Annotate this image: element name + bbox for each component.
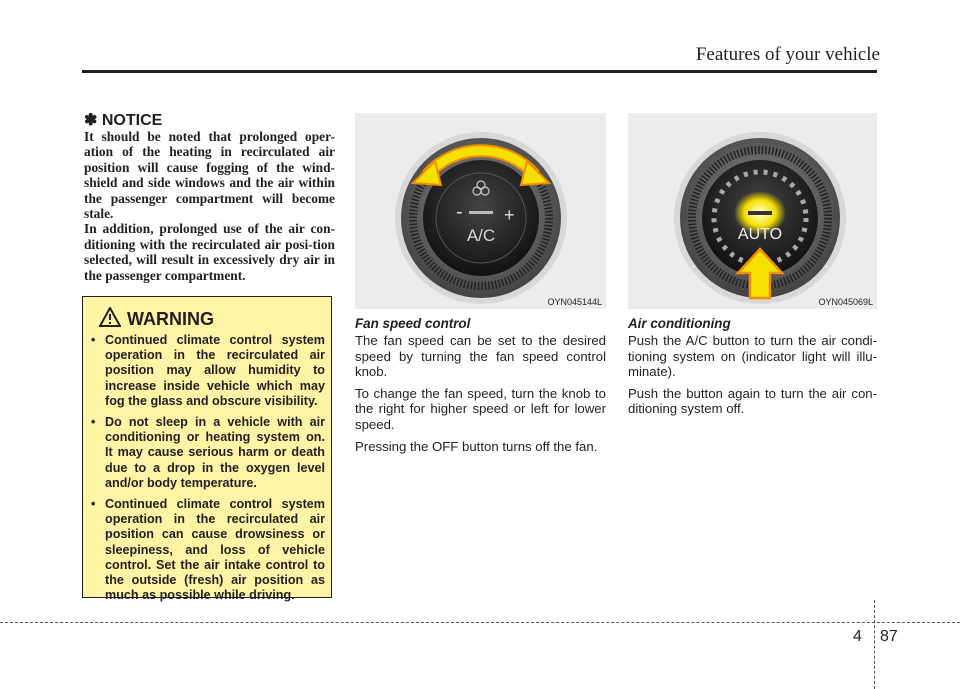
figure-caption: OYN045069L <box>818 297 873 307</box>
warning-header <box>99 307 214 332</box>
header-rule <box>82 70 877 73</box>
air-conditioning-paragraph: Push the button again to turn the air con-ditioning system off. <box>628 385 877 417</box>
page-number: 87 <box>880 628 898 645</box>
auto-button-label: AUTO <box>737 226 783 243</box>
fan-speed-paragraph: To change the fan speed, turn the knob to the right for higher speed or left for lower speed. <box>355 385 606 432</box>
fan-speed-heading: Fan speed control <box>355 316 471 331</box>
notice-text <box>84 129 335 283</box>
fan-speed-knob-figure <box>355 113 606 309</box>
notice-paragraph: It should be noted that prolonged oper-ation of the heating in recirculated air position will cause fogging of the wind-shield and side windows and the air within the passenger compartment will become stale. <box>84 129 335 222</box>
fan-speed-paragraph: The fan speed can be set to the desired speed by turning the fan speed control knob. <box>355 333 606 380</box>
fan-plus-label: + <box>504 205 515 225</box>
air-conditioning-heading: Air conditioning <box>628 316 731 331</box>
auto-button-figure <box>628 113 877 309</box>
warning-list <box>91 333 325 609</box>
warning-triangle-icon <box>99 307 121 332</box>
warning-title: WARNING <box>127 309 214 329</box>
fan-minus-label: - <box>456 201 463 223</box>
notice-title: ✽ NOTICE <box>84 112 163 129</box>
warning-item: • Continued climate control system operation in the recirculated air position can cause drowsiness or sleepiness, and loss of vehicle control. Set the air intake control to the outside (fresh) air position as much as possible while driving. <box>91 497 325 603</box>
warning-item: • Continued climate control system operation in the recirculated air position may allow humidity to increase inside vehicle which may fog the glass and obscure visibility. <box>91 333 325 409</box>
footer-divider <box>874 600 875 689</box>
warning-box <box>82 296 332 603</box>
notice-paragraph: In addition, prolonged use of the air con-ditioning with the recirculated air posi-tion selected, will result in excessively dry air in the passenger compartment. <box>84 221 335 283</box>
ac-button-label: A/C <box>466 226 496 245</box>
auto-knob-illustration <box>628 113 877 309</box>
footer-rule <box>0 622 960 623</box>
fan-knob-illustration <box>355 113 606 309</box>
fan-speed-body <box>355 333 606 460</box>
air-conditioning-body <box>628 333 877 423</box>
figure-caption: OYN045144L <box>547 297 602 307</box>
page-header-title: Features of your vehicle <box>695 44 880 65</box>
chapter-number: 4 <box>853 628 862 645</box>
air-conditioning-paragraph: Push the A/C button to turn the air condi-tioning system on (indicator light will illu-minate). <box>628 333 877 380</box>
fan-speed-paragraph: Pressing the OFF button turns off the fan. <box>355 438 598 454</box>
warning-item: • Do not sleep in a vehicle with air conditioning or heating system on. It may cause serious harm or death due to a drop in the oxygen level and/or body temperature. <box>91 415 325 491</box>
